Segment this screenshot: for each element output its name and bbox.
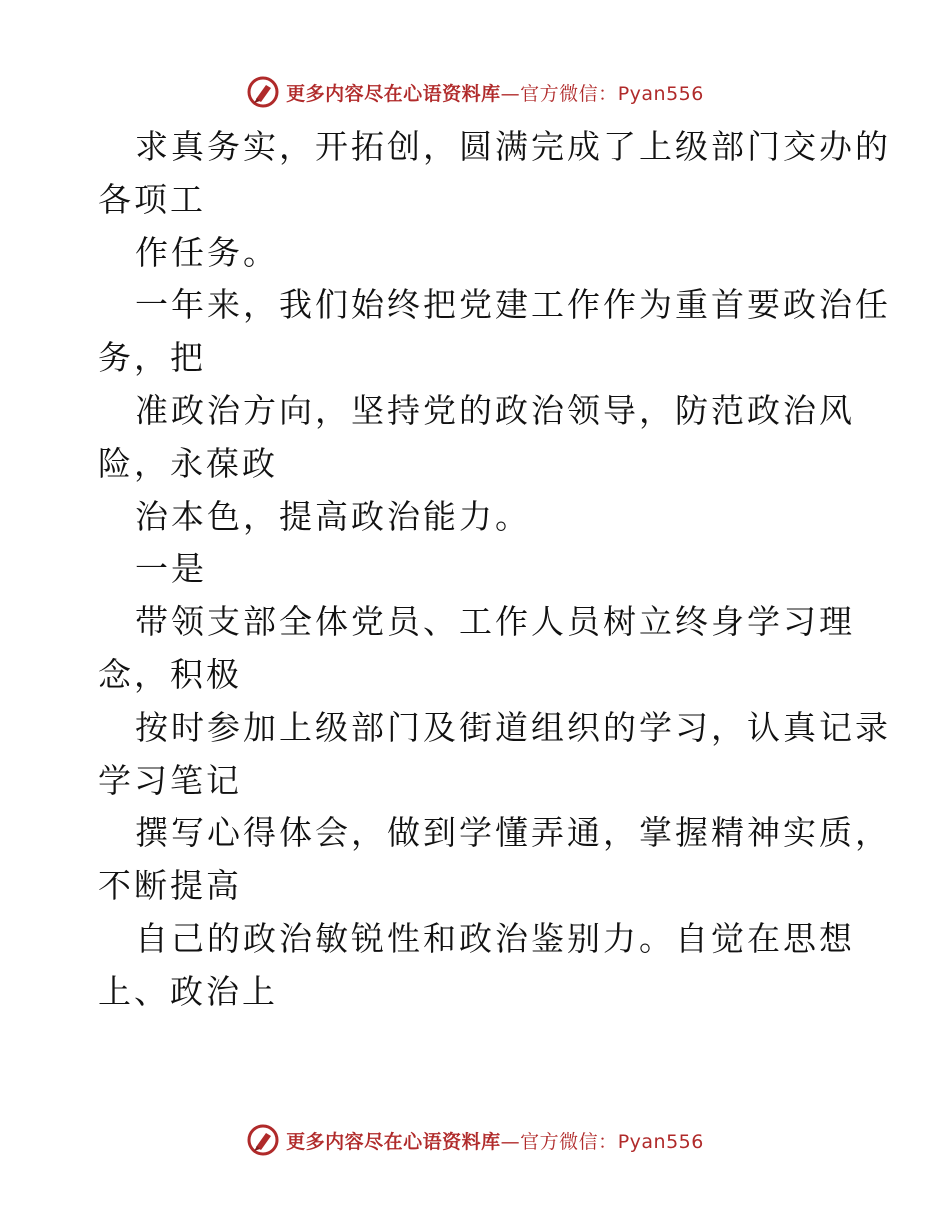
body-line: 带领支部全体党员、工作人员树立终身学习理 <box>135 602 855 642</box>
header-wechat-label: 官方微信： <box>520 82 618 105</box>
footer-banner <box>0 1120 950 1160</box>
header-site-text: 更多内容尽在心语资料库 <box>286 82 501 105</box>
body-line: 作任务。 <box>135 232 279 272</box>
body-line: 准政治方向，坚持党的政治领导，防范政治风 <box>135 390 855 430</box>
header-dash: — <box>500 82 521 105</box>
body-line: 一年来，我们始终把党建工作作为重首要政治任 <box>135 285 891 325</box>
footer-dash: — <box>500 1130 521 1153</box>
body-line: 不断提高 <box>98 866 242 906</box>
body-line: 务，把 <box>98 338 206 378</box>
body-line: 治本色，提高政治能力。 <box>135 496 531 536</box>
body-line: 各项工 <box>98 179 206 219</box>
pen-nib-logo-icon <box>246 1123 280 1157</box>
header-banner-text <box>286 79 704 106</box>
body-line: 撰写心得体会，做到学懂弄通，掌握精神实质， <box>135 813 891 853</box>
footer-wechat-label: 官方微信： <box>520 1130 618 1153</box>
footer-site-text: 更多内容尽在心语资料库 <box>286 1130 501 1153</box>
body-line: 念，积极 <box>98 654 242 694</box>
body-line: 求真务实，开拓创，圆满完成了上级部门交办的 <box>135 127 891 166</box>
body-line: 学习笔记 <box>98 760 242 800</box>
body-line: 上、政治上 <box>98 971 278 1011</box>
body-line: 一是 <box>135 549 207 589</box>
body-line: 按时参加上级部门及街道组织的学习，认真记录 <box>135 707 891 747</box>
body-line: 险，永葆政 <box>98 443 278 483</box>
body-line: 自己的政治敏锐性和政治鉴别力。自觉在思想 <box>135 918 855 958</box>
pen-nib-logo-icon <box>246 75 280 109</box>
footer-wechat-id: Pyan556 <box>617 1130 704 1153</box>
document-body <box>98 121 891 1019</box>
header-banner <box>0 72 950 112</box>
header-wechat-id: Pyan556 <box>617 82 704 105</box>
footer-banner-text <box>286 1127 704 1154</box>
